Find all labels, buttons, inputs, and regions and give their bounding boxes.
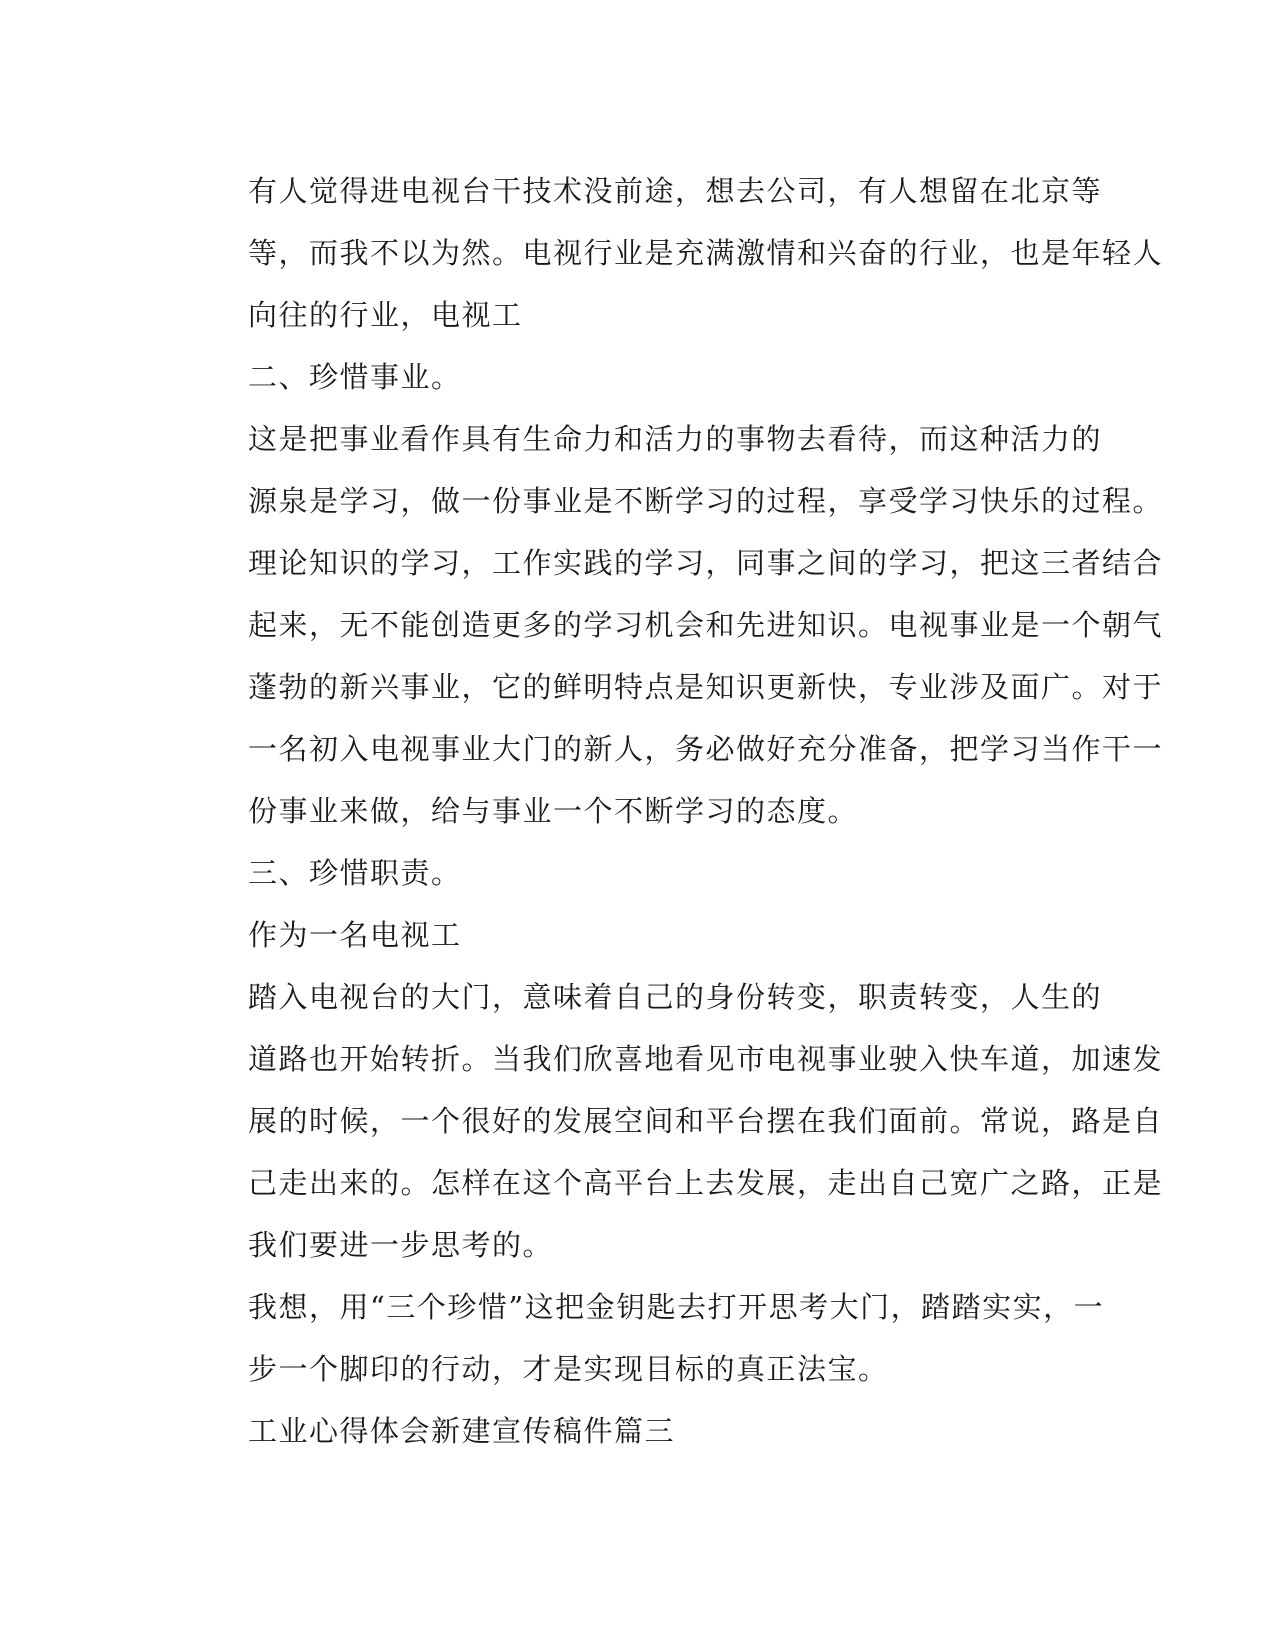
section-heading: 二、珍惜事业。 <box>248 360 462 394</box>
text-line: 一名初入电视事业大门的新人，务必做好充分准备，把学习当作干一 <box>248 732 1164 766</box>
text-line: 作为一名电视工 <box>248 918 462 952</box>
paragraph-entering-station <box>190 966 1164 1276</box>
heading-cherish-career <box>190 346 1080 408</box>
document-body <box>190 160 1164 1462</box>
heading-part-three <box>190 1400 1080 1462</box>
text-line: 步一个脚印的行动，才是实现目标的真正法宝。 <box>248 1352 889 1386</box>
text-line: 展的时候，一个很好的发展空间和平台摆在我们面前。常说，路是自 <box>248 1104 1164 1138</box>
text-line: 蓬勃的新兴事业，它的鲜明特点是知识更新快，专业涉及面广。对于 <box>248 670 1164 704</box>
paragraph-learning <box>190 408 1164 842</box>
text-line: 道路也开始转折。当我们欣喜地看见市电视事业驶入快车道，加速发 <box>248 1042 1164 1076</box>
paragraph-technical-career <box>190 160 1164 346</box>
text-line: 等，而我不以为然。电视行业是充满激情和兴奋的行业，也是年轻人 <box>248 236 1164 270</box>
text-line: 起来，无不能创造更多的学习机会和先进知识。电视事业是一个朝气 <box>248 608 1164 642</box>
text-line: 有人觉得进电视台干技术没前途，想去公司，有人想留在北京等 <box>248 174 1103 208</box>
text-line: 己走出来的。怎样在这个高平台上去发展，走出自己宽广之路，正是 <box>248 1166 1164 1200</box>
text-line: 源泉是学习，做一份事业是不断学习的过程，享受学习快乐的过程。 <box>248 484 1164 518</box>
text-line: 踏入电视台的大门，意味着自己的身份转变，职责转变，人生的 <box>248 980 1103 1014</box>
section-heading: 工业心得体会新建宣传稿件篇三 <box>248 1414 676 1448</box>
section-heading: 三、珍惜职责。 <box>248 856 462 890</box>
paragraph-as-tv-worker <box>190 904 1080 966</box>
heading-cherish-duty <box>190 842 1080 904</box>
text-line: 我们要进一步思考的。 <box>248 1228 554 1262</box>
text-line: 向往的行业，电视工 <box>248 298 523 332</box>
text-line: 我想，用“三个珍惜”这把金钥匙去打开思考大门，踏踏实实，一 <box>248 1290 1105 1324</box>
text-line: 这是把事业看作具有生命力和活力的事物去看待，而这种活力的 <box>248 422 1103 456</box>
text-line: 理论知识的学习，工作实践的学习，同事之间的学习，把这三者结合 <box>248 546 1164 580</box>
text-line: 份事业来做，给与事业一个不断学习的态度。 <box>248 794 859 828</box>
paragraph-three-cherishes <box>190 1276 1105 1400</box>
